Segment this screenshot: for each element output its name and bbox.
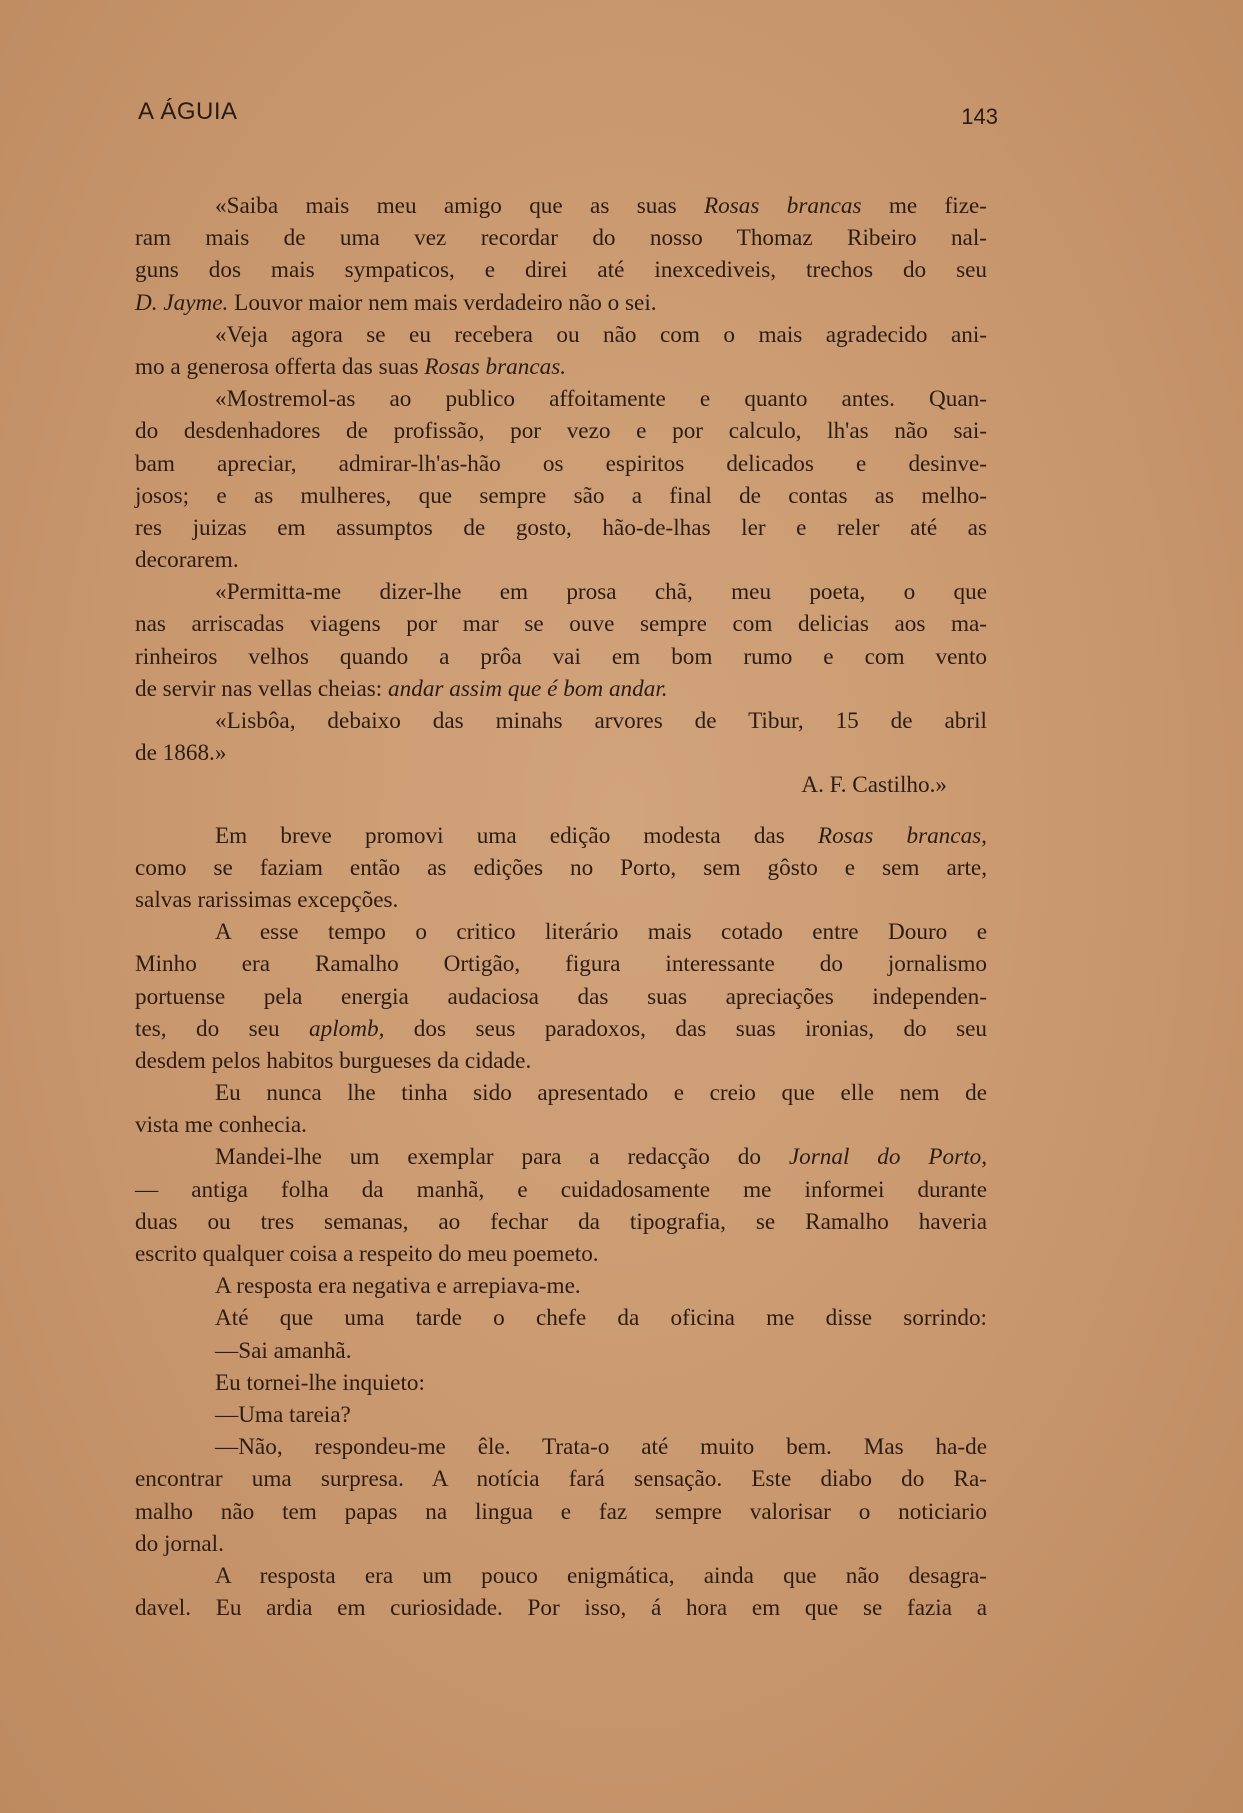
text-line: salvas rarissimas excepções. bbox=[135, 886, 399, 913]
text-line: Eu tornei-lhe inquieto: bbox=[215, 1369, 425, 1396]
text-line: tes, do seu aplomb, dos seus paradoxos, das suas ironias, do seu bbox=[135, 1015, 987, 1042]
text-line: A resposta era negativa e arrepiava-me. bbox=[215, 1273, 581, 1300]
text-line: Eu nunca lhe tinha sido apresentado e creio que elle nem de bbox=[215, 1080, 987, 1107]
text-line: «Lisbôa, debaixo das minahs arvores de Tibur, 15 de abril bbox=[215, 708, 987, 734]
text-line: davel. Eu ardia em curiosidade. Por isso, á hora em que se fazia a bbox=[135, 1595, 987, 1622]
page-header bbox=[138, 98, 998, 138]
text-line: guns dos mais sympaticos, e direi até inexcediveis, trechos do seu bbox=[135, 257, 987, 284]
text-line: de servir nas vellas cheias: andar assim que é bom andar. bbox=[135, 675, 668, 702]
text-line: Em breve promovi uma edição modesta das Rosas brancas, bbox=[215, 822, 987, 849]
text-line: Mandei-lhe um exemplar para a redacção do Jornal do Porto, bbox=[215, 1144, 987, 1171]
text-line: como se faziam então as edições no Porto, sem gôsto e sem arte, bbox=[135, 854, 987, 881]
text-line: bam apreciar, admirar-lh'as-hão os espiritos delicados e desinve- bbox=[135, 450, 987, 477]
text-line: — antiga folha da manhã, e cuidadosamente me informei durante bbox=[135, 1176, 987, 1203]
text-line: mo a generosa offerta das suas Rosas brancas. bbox=[135, 353, 567, 380]
text-line: D. Jayme. Louvor maior nem mais verdadeiro não o sei. bbox=[135, 289, 657, 316]
text-line: desdem pelos habitos burgueses da cidade. bbox=[135, 1047, 532, 1074]
text-line: A resposta era um pouco enigmática, ainda que não desagra- bbox=[215, 1562, 987, 1589]
text-line: ram mais de uma vez recordar do nosso Thomaz Ribeiro nal- bbox=[135, 225, 987, 252]
text-line: de 1868.» bbox=[135, 740, 227, 767]
text-line: Minho era Ramalho Ortigão, figura interessante do jornalismo bbox=[135, 951, 987, 978]
page-number: 143 bbox=[961, 104, 998, 129]
running-title: A ÁGUIA bbox=[138, 98, 238, 125]
text-line: rinheiros velhos quando a prôa vai em bom rumo e com vento bbox=[135, 643, 987, 670]
signature-line: A. F. Castilho.» bbox=[801, 772, 947, 799]
text-line: «Mostremol-as ao publico affoitamente e quanto antes. Quan- bbox=[215, 386, 987, 413]
text-line: —Sai amanhã. bbox=[215, 1337, 352, 1364]
text-line: malho não tem papas na lingua e faz sempre valorisar o noticiario bbox=[135, 1498, 987, 1525]
text-line: escrito qualquer coisa a respeito do meu poemeto. bbox=[135, 1241, 599, 1267]
text-line: vista me conhecia. bbox=[135, 1112, 307, 1139]
text-line: josos; e as mulheres, que sempre são a final de contas as melho- bbox=[135, 482, 987, 509]
text-line: «Permitta-me dizer-lhe em prosa chã, meu poeta, o que bbox=[215, 579, 987, 606]
text-line: —Não, respondeu-me êle. Trata-o até muito bem. Mas ha-de bbox=[215, 1434, 987, 1461]
body-text bbox=[135, 190, 987, 1624]
text-line: encontrar uma surpresa. A notícia fará sensação. Este diabo do Ra- bbox=[135, 1466, 987, 1493]
text-line: decorarem. bbox=[135, 547, 239, 574]
text-line: A esse tempo o critico literário mais cotado entre Douro e bbox=[215, 919, 987, 946]
text-line: res juizas em assumptos de gosto, hão-de-lhas ler e reler até as bbox=[135, 514, 987, 541]
text-line: nas arriscadas viagens por mar se ouve sempre com delicias aos ma- bbox=[135, 611, 987, 638]
paragraph-gap bbox=[135, 802, 987, 820]
text-line: Até que uma tarde o chefe da oficina me disse sorrindo: bbox=[215, 1305, 987, 1332]
text-line: duas ou tres semanas, ao fechar da tipografia, se Ramalho haveria bbox=[135, 1208, 987, 1235]
text-line: —Uma tareia? bbox=[215, 1401, 351, 1428]
text-line: «Veja agora se eu recebera ou não com o mais agradecido ani- bbox=[215, 321, 987, 348]
text-line: portuense pela energia audaciosa das suas apreciações independen- bbox=[135, 983, 987, 1010]
text-line: do desdenhadores de profissão, por vezo e por calculo, lh'as não sai- bbox=[135, 418, 987, 445]
text-line: do jornal. bbox=[135, 1530, 224, 1557]
text-line: «Saiba mais meu amigo que as suas Rosas brancas me fize- bbox=[215, 193, 988, 219]
